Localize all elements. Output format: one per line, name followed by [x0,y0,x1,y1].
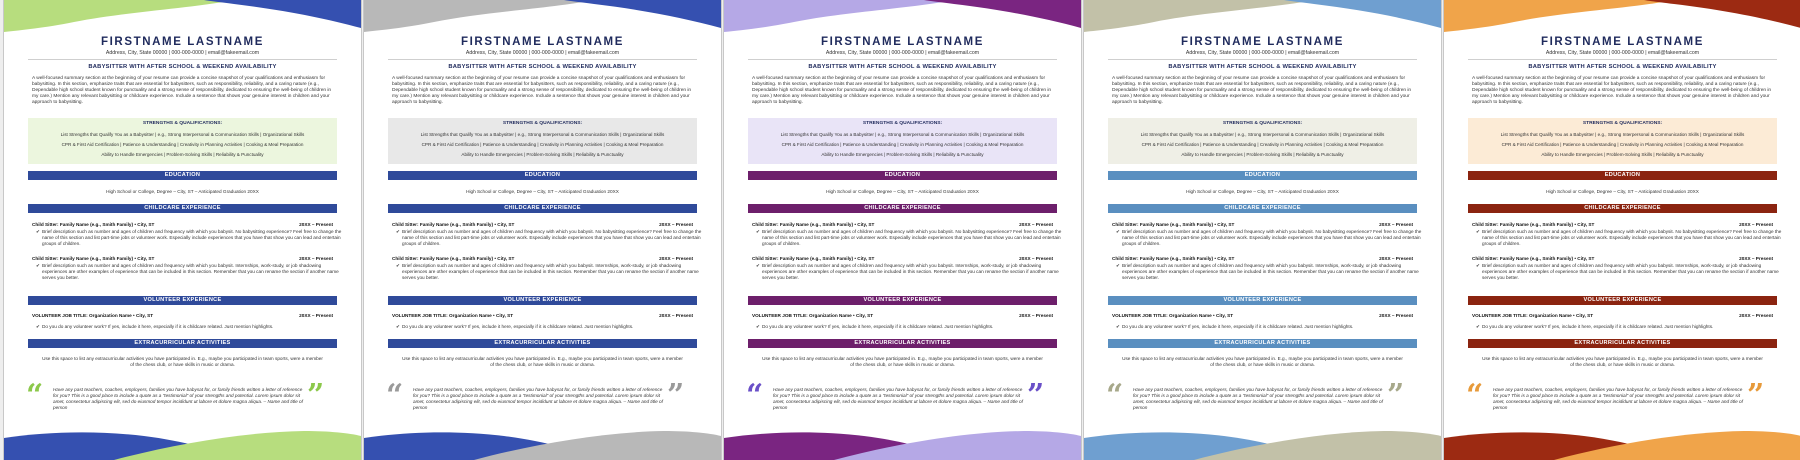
job-title: BABYSITTER WITH AFTER SCHOOL & WEEKEND AVAILABILITY [808,64,997,70]
skills-title: STRENGTHS & QUALIFICATIONS: [1582,121,1663,126]
volunteer-date: 20XX – Present [1019,313,1053,318]
close-quote-icon: ” [1747,378,1765,413]
skills-line: CPR & First Aid Certification | Patience & Understanding | Creativity in Planning Activities | Cooking & Meal Preparation [781,142,1024,147]
skills-box [748,118,1057,164]
checkmark-icon: ✔ [396,229,400,234]
extracurricular-text: Use this space to list any extracurricular activities you have participated in. E.g., maybe you participated in team sports, were a member of the chess club, or have skills in music or drama. [42,356,323,367]
volunteer-role [1112,313,1413,319]
volunteer-description [752,324,1063,330]
checkmark-icon: ✔ [396,324,400,329]
open-quote-icon: “ [1466,378,1484,413]
volunteer-description-text: Do you do any volunteer work? If yes, include it here, especially if it is childcare related. Just mention highlights. [402,324,634,329]
volunteer-heading: VOLUNTEER EXPERIENCE [748,296,1057,305]
skills-line: CPR & First Aid Certification | Patience & Understanding | Creativity in Planning Activities | Cooking & Meal Preparation [1501,142,1744,147]
childcare-heading: CHILDCARE EXPERIENCE [388,204,697,213]
education-heading: EDUCATION [748,171,1057,180]
volunteer-role-title: VOLUNTEER JOB TITLE: Organization Name • City, ST [752,313,874,318]
childcare-heading: CHILDCARE EXPERIENCE [748,204,1057,213]
job-description-text: Brief description such as number and ages of children and frequency with which you babysit. Internships, work-study, or job shadowing experiences are other examples of experience that can be included in this section. Remember that you can rename the section if another name serves you better. [1482,263,1779,280]
job-date: 20XX – Present [659,222,693,227]
volunteer-heading: VOLUNTEER EXPERIENCE [28,296,337,305]
extracurricular-text: Use this space to list any extracurricular activities you have participated in. E.g., maybe you participated in team sports, were a member of the chess club, or have skills in music or drama. [1482,356,1763,367]
skills-line: List Strengths that Qualify You as a Babysitter | e.g., Strong Interpersonal & Communication Skills | Organizational Skills [60,132,305,137]
volunteer-heading: VOLUNTEER EXPERIENCE [1108,296,1417,305]
volunteer-description-text: Do you do any volunteer work? If yes, include it here, especially if it is childcare related. Just mention highlights. [762,324,994,329]
job-date: 20XX – Present [1019,222,1053,227]
volunteer-role [392,313,693,319]
skills-line: Ability to Handle Emergencies | Problem-Solving Skills | Reliability & Punctuality [821,152,984,157]
job-role [392,222,693,228]
volunteer-role [32,313,333,319]
skills-title: STRENGTHS & QUALIFICATIONS: [1222,121,1303,126]
job-title: BABYSITTER WITH AFTER SCHOOL & WEEKEND AVAILABILITY [1528,64,1717,70]
summary-paragraph: A well-focused summary section at the beginning of your resume can provide a concise snapshot of your qualifications and enthusiasm for babysitting. In this section, emphasize traits that are essential for babysitters, such as responsibility, reliability, and a caring nature (e.g., Dependable high school student known for punctuality and a strong sense of responsibility, dedicated to ensuring the well-being of children in my care.) Mention any relevant babysitting or childcare experience. Include a sentence that shows your genuine interest in children and your approach to babysitting. [392,76,692,106]
divider [28,59,337,60]
job-role-title: Child Sitter: Family Name (e.g., Smith Family) • City, ST [392,222,515,227]
resume-page-blue-gray[interactable] [364,0,721,460]
contact-info: Address, City, State 00000 | 000-000-0000 | email@fakeemail.com [1545,50,1700,56]
volunteer-heading: VOLUNTEER EXPERIENCE [388,296,697,305]
divider [1108,59,1417,60]
volunteer-role-title: VOLUNTEER JOB TITLE: Organization Name • City, ST [32,313,154,318]
volunteer-role [752,313,1053,319]
skills-title: STRENGTHS & QUALIFICATIONS: [862,121,943,126]
checkmark-icon: ✔ [36,229,40,234]
contact-info: Address, City, State 00000 | 000-000-0000 | email@fakeemail.com [1185,50,1340,56]
job-role [1112,256,1413,262]
skills-line: Ability to Handle Emergencies | Problem-Solving Skills | Reliability & Punctuality [461,152,624,157]
resume-page-orange-red[interactable] [1444,0,1800,460]
job-description-text: Brief description such as number and ages of children and frequency with which you babysit. Internships, work-study, or job shadowing experiences are other examples of experience that can be included in this section. Remember that you can rename the section if another name serves you better. [402,263,699,280]
job-title: BABYSITTER WITH AFTER SCHOOL & WEEKEND AVAILABILITY [88,64,277,70]
volunteer-date: 20XX – Present [659,313,693,318]
volunteer-description-text: Do you do any volunteer work? If yes, include it here, especially if it is childcare related. Just mention highlights. [42,324,274,329]
extracurricular-heading: EXTRACURRICULAR ACTIVITIES [28,339,337,348]
job-role [752,222,1053,228]
skills-box [28,118,337,164]
job-role-title: Child Sitter: Family Name (e.g., Smith Family) • City, ST [392,256,515,261]
extracurricular-text: Use this space to list any extracurricular activities you have participated in. E.g., maybe you participated in team sports, were a member of the chess club, or have skills in music or drama. [402,356,683,367]
education-heading: EDUCATION [1108,171,1417,180]
extracurricular-text: Use this space to list any extracurricular activities you have participated in. E.g., maybe you participated in team sports, were a member of the chess club, or have skills in music or drama. [1122,356,1403,367]
job-role-title: Child Sitter: Family Name (e.g., Smith Family) • City, ST [32,256,155,261]
divider [388,59,697,60]
volunteer-description [392,324,703,330]
job-date: 20XX – Present [299,222,333,227]
skills-title: STRENGTHS & QUALIFICATIONS: [142,121,223,126]
contact-info: Address, City, State 00000 | 000-000-0000 | email@fakeemail.com [105,50,260,56]
skills-line: Ability to Handle Emergencies | Problem-Solving Skills | Reliability & Punctuality [1181,152,1344,157]
checkmark-icon: ✔ [1116,229,1120,234]
testimonial-text: Have any past teachers, coaches, employers, families you have babysat for, or family friends written a letter of reference for you? This is a good place to include a quote as a “testimonial” of your strengths and potential. Lorem ipsum dolor sit amet, consectetur adipiscing elit, sed do eiusmod tempor incididunt ut labore et dolore magna aliqua. – Name and title of person [53,387,303,410]
checkmark-icon: ✔ [756,229,760,234]
skills-line: CPR & First Aid Certification | Patience & Understanding | Creativity in Planning Activities | Cooking & Meal Preparation [421,142,664,147]
job-date: 20XX – Present [299,256,333,261]
job-title: BABYSITTER WITH AFTER SCHOOL & WEEKEND AVAILABILITY [448,64,637,70]
job-role [32,222,333,228]
job-role-title: Child Sitter: Family Name (e.g., Smith Family) • City, ST [752,256,875,261]
skills-line: List Strengths that Qualify You as a Babysitter | e.g., Strong Interpersonal & Communication Skills | Organizational Skills [1500,132,1745,137]
open-quote-icon: “ [1106,378,1124,413]
job-description [32,263,343,281]
skills-box [388,118,697,164]
job-role [1472,256,1773,262]
open-quote-icon: “ [386,378,404,413]
job-role-title: Child Sitter: Family Name (e.g., Smith Family) • City, ST [1112,256,1235,261]
open-quote-icon: “ [746,378,764,413]
education-line: High School or College, Degree – City, ST – Anticipated Graduation 20XX [466,189,619,194]
skills-title: STRENGTHS & QUALIFICATIONS: [502,121,583,126]
education-line: High School or College, Degree – City, ST – Anticipated Graduation 20XX [106,189,259,194]
checkmark-icon: ✔ [1476,229,1480,234]
volunteer-date: 20XX – Present [1379,313,1413,318]
resume-name: FIRSTNAME LASTNAME [101,36,264,48]
education-heading: EDUCATION [388,171,697,180]
education-line: High School or College, Degree – City, ST – Anticipated Graduation 20XX [1186,189,1339,194]
close-quote-icon: ” [1387,378,1405,413]
divider [1468,59,1777,60]
checkmark-icon: ✔ [1116,324,1120,329]
resume-name: FIRSTNAME LASTNAME [821,36,984,48]
job-description-text: Brief description such as number and ages of children and frequency with which you babysit. No babysitting experience? Feel free to change the name of this section and list part-time jobs or volunteer work. Especially include experiences that you have that show you can lead and entertain groups of children. [1482,229,1782,246]
checkmark-icon: ✔ [1476,324,1480,329]
job-date: 20XX – Present [1019,256,1053,261]
job-description-text: Brief description such as number and ages of children and frequency with which you babysit. Internships, work-study, or job shadowing experiences are other examples of experience that can be included in this section. Remember that you can rename the section if another name serves you better. [762,263,1059,280]
job-description-text: Brief description such as number and ages of children and frequency with which you babysit. Internships, work-study, or job shadowing experiences are other examples of experience that can be included in this section. Remember that you can rename the section if another name serves you better. [42,263,339,280]
summary-paragraph: A well-focused summary section at the beginning of your resume can provide a concise snapshot of your qualifications and enthusiasm for babysitting. In this section, emphasize traits that are essential for babysitters, such as responsibility, reliability, and a caring nature (e.g., Dependable high school student known for punctuality and a strong sense of responsibility, dedicated to ensuring the well-being of children in my care.) Mention any relevant babysitting or childcare experience. Include a sentence that shows your genuine interest in children and your approach to babysitting. [1472,76,1772,106]
resume-name: FIRSTNAME LASTNAME [1181,36,1344,48]
job-role-title: Child Sitter: Family Name (e.g., Smith Family) • City, ST [32,222,155,227]
job-description [32,229,343,247]
summary-paragraph: A well-focused summary section at the beginning of your resume can provide a concise snapshot of your qualifications and enthusiasm for babysitting. In this section, emphasize traits that are essential for babysitters, such as responsibility, reliability, and a caring nature (e.g., Dependable high school student known for punctuality and a strong sense of responsibility, dedicated to ensuring the well-being of children in my care.) Mention any relevant babysitting or childcare experience. Include a sentence that shows your genuine interest in children and your approach to babysitting. [1112,76,1412,106]
job-role [1472,222,1773,228]
skills-line: CPR & First Aid Certification | Patience & Understanding | Creativity in Planning Activities | Cooking & Meal Preparation [61,142,304,147]
volunteer-heading: VOLUNTEER EXPERIENCE [1468,296,1777,305]
childcare-heading: CHILDCARE EXPERIENCE [1468,204,1777,213]
job-role-title: Child Sitter: Family Name (e.g., Smith Family) • City, ST [1472,222,1595,227]
childcare-heading: CHILDCARE EXPERIENCE [1108,204,1417,213]
close-quote-icon: ” [667,378,685,413]
job-date: 20XX – Present [1379,256,1413,261]
childcare-heading: CHILDCARE EXPERIENCE [28,204,337,213]
job-role [32,256,333,262]
job-description-text: Brief description such as number and ages of children and frequency with which you babysit. No babysitting experience? Feel free to change the name of this section and list part-time jobs or volunteer work. Especially include experiences that you have that show you can lead and entertain groups of children. [1122,229,1422,246]
job-role-title: Child Sitter: Family Name (e.g., Smith Family) • City, ST [752,222,875,227]
job-description [1472,229,1783,247]
job-role [752,256,1053,262]
job-description [1112,263,1423,281]
education-heading: EDUCATION [28,171,337,180]
resume-page-blue-green[interactable] [4,0,361,460]
job-description [752,263,1063,281]
skills-line: Ability to Handle Emergencies | Problem-Solving Skills | Reliability & Punctuality [1541,152,1704,157]
extracurricular-heading: EXTRACURRICULAR ACTIVITIES [748,339,1057,348]
testimonial-text: Have any past teachers, coaches, employers, families you have babysat for, or family friends written a letter of reference for you? This is a good place to include a quote as a “testimonial” of your strengths and potential. Lorem ipsum dolor sit amet, consectetur adipiscing elit, sed do eiusmod tempor incididunt ut labore et dolore magna aliqua. – Name and title of person [1493,387,1743,410]
job-description-text: Brief description such as number and ages of children and frequency with which you babysit. No babysitting experience? Feel free to change the name of this section and list part-time jobs or volunteer work. Especially include experiences that you have that show you can lead and entertain groups of children. [42,229,342,246]
skills-line: List Strengths that Qualify You as a Babysitter | e.g., Strong Interpersonal & Communication Skills | Organizational Skills [1140,132,1385,137]
volunteer-role [1472,313,1773,319]
open-quote-icon: “ [26,378,44,413]
volunteer-description [1112,324,1423,330]
testimonial-text: Have any past teachers, coaches, employers, families you have babysat for, or family friends written a letter of reference for you? This is a good place to include a quote as a “testimonial” of your strengths and potential. Lorem ipsum dolor sit amet, consectetur adipiscing elit, sed do eiusmod tempor incididunt ut labore et dolore magna aliqua. – Name and title of person [773,387,1023,410]
education-line: High School or College, Degree – City, ST – Anticipated Graduation 20XX [826,189,979,194]
volunteer-role-title: VOLUNTEER JOB TITLE: Organization Name • City, ST [392,313,514,318]
job-date: 20XX – Present [1379,222,1413,227]
volunteer-description-text: Do you do any volunteer work? If yes, include it here, especially if it is childcare related. Just mention highlights. [1482,324,1714,329]
skills-line: Ability to Handle Emergencies | Problem-Solving Skills | Reliability & Punctuality [101,152,264,157]
checkmark-icon: ✔ [756,263,760,268]
resume-page-purple[interactable] [724,0,1081,460]
skills-line: List Strengths that Qualify You as a Babysitter | e.g., Strong Interpersonal & Communication Skills | Organizational Skills [780,132,1025,137]
checkmark-icon: ✔ [1476,263,1480,268]
volunteer-description [32,324,343,330]
skills-line: CPR & First Aid Certification | Patience & Understanding | Creativity in Planning Activities | Cooking & Meal Preparation [1141,142,1384,147]
resume-name: FIRSTNAME LASTNAME [461,36,624,48]
extracurricular-heading: EXTRACURRICULAR ACTIVITIES [1468,339,1777,348]
volunteer-description [1472,324,1783,330]
extracurricular-text: Use this space to list any extracurricular activities you have participated in. E.g., maybe you participated in team sports, were a member of the chess club, or have skills in music or drama. [762,356,1043,367]
education-heading: EDUCATION [1468,171,1777,180]
volunteer-role-title: VOLUNTEER JOB TITLE: Organization Name • City, ST [1472,313,1594,318]
checkmark-icon: ✔ [756,324,760,329]
job-role-title: Child Sitter: Family Name (e.g., Smith Family) • City, ST [1472,256,1595,261]
volunteer-date: 20XX – Present [299,313,333,318]
extracurricular-heading: EXTRACURRICULAR ACTIVITIES [1108,339,1417,348]
job-description [392,263,703,281]
resume-page-steel-blue-sage[interactable] [1084,0,1441,460]
job-description [752,229,1063,247]
close-quote-icon: ” [1027,378,1045,413]
summary-paragraph: A well-focused summary section at the beginning of your resume can provide a concise snapshot of your qualifications and enthusiasm for babysitting. In this section, emphasize traits that are essential for babysitters, such as responsibility, reliability, and a caring nature (e.g., Dependable high school student known for punctuality and a strong sense of responsibility, dedicated to ensuring the well-being of children in my care.) Mention any relevant babysitting or childcare experience. Include a sentence that shows your genuine interest in children and your approach to babysitting. [32,76,332,106]
volunteer-date: 20XX – Present [1739,313,1773,318]
job-title: BABYSITTER WITH AFTER SCHOOL & WEEKEND AVAILABILITY [1168,64,1357,70]
skills-box [1108,118,1417,164]
job-description [1112,229,1423,247]
education-line: High School or College, Degree – City, ST – Anticipated Graduation 20XX [1546,189,1699,194]
job-description-text: Brief description such as number and ages of children and frequency with which you babysit. Internships, work-study, or job shadowing experiences are other examples of experience that can be included in this section. Remember that you can rename the section if another name serves you better. [1122,263,1419,280]
volunteer-description-text: Do you do any volunteer work? If yes, include it here, especially if it is childcare related. Just mention highlights. [1122,324,1354,329]
checkmark-icon: ✔ [396,263,400,268]
checkmark-icon: ✔ [1116,263,1120,268]
job-description-text: Brief description such as number and ages of children and frequency with which you babysit. No babysitting experience? Feel free to change the name of this section and list part-time jobs or volunteer work. Especially include experiences that you have that show you can lead and entertain groups of children. [402,229,702,246]
skills-box [1468,118,1777,164]
checkmark-icon: ✔ [36,263,40,268]
job-description [392,229,703,247]
divider [748,59,1057,60]
job-date: 20XX – Present [659,256,693,261]
job-date: 20XX – Present [1739,222,1773,227]
job-date: 20XX – Present [1739,256,1773,261]
job-description-text: Brief description such as number and ages of children and frequency with which you babysit. No babysitting experience? Feel free to change the name of this section and list part-time jobs or volunteer work. Especially include experiences that you have that show you can lead and entertain groups of children. [762,229,1062,246]
resume-name: FIRSTNAME LASTNAME [1541,36,1704,48]
contact-info: Address, City, State 00000 | 000-000-0000 | email@fakeemail.com [825,50,980,56]
checkmark-icon: ✔ [36,324,40,329]
extracurricular-heading: EXTRACURRICULAR ACTIVITIES [388,339,697,348]
job-description [1472,263,1783,281]
job-role [392,256,693,262]
testimonial-text: Have any past teachers, coaches, employers, families you have babysat for, or family friends written a letter of reference for you? This is a good place to include a quote as a “testimonial” of your strengths and potential. Lorem ipsum dolor sit amet, consectetur adipiscing elit, sed do eiusmod tempor incididunt ut labore et dolore magna aliqua. – Name and title of person [1133,387,1383,410]
close-quote-icon: ” [307,378,325,413]
testimonial-text: Have any past teachers, coaches, employers, families you have babysat for, or family friends written a letter of reference for you? This is a good place to include a quote as a “testimonial” of your strengths and potential. Lorem ipsum dolor sit amet, consectetur adipiscing elit, sed do eiusmod tempor incididunt ut labore et dolore magna aliqua. – Name and title of person [413,387,663,410]
job-role [1112,222,1413,228]
volunteer-role-title: VOLUNTEER JOB TITLE: Organization Name • City, ST [1112,313,1234,318]
skills-line: List Strengths that Qualify You as a Babysitter | e.g., Strong Interpersonal & Communication Skills | Organizational Skills [420,132,665,137]
summary-paragraph: A well-focused summary section at the beginning of your resume can provide a concise snapshot of your qualifications and enthusiasm for babysitting. In this section, emphasize traits that are essential for babysitters, such as responsibility, reliability, and a caring nature (e.g., Dependable high school student known for punctuality and a strong sense of responsibility, dedicated to ensuring the well-being of children in my care.) Mention any relevant babysitting or childcare experience. Include a sentence that shows your genuine interest in children and your approach to babysitting. [752,76,1052,106]
contact-info: Address, City, State 00000 | 000-000-0000 | email@fakeemail.com [465,50,620,56]
job-role-title: Child Sitter: Family Name (e.g., Smith Family) • City, ST [1112,222,1235,227]
